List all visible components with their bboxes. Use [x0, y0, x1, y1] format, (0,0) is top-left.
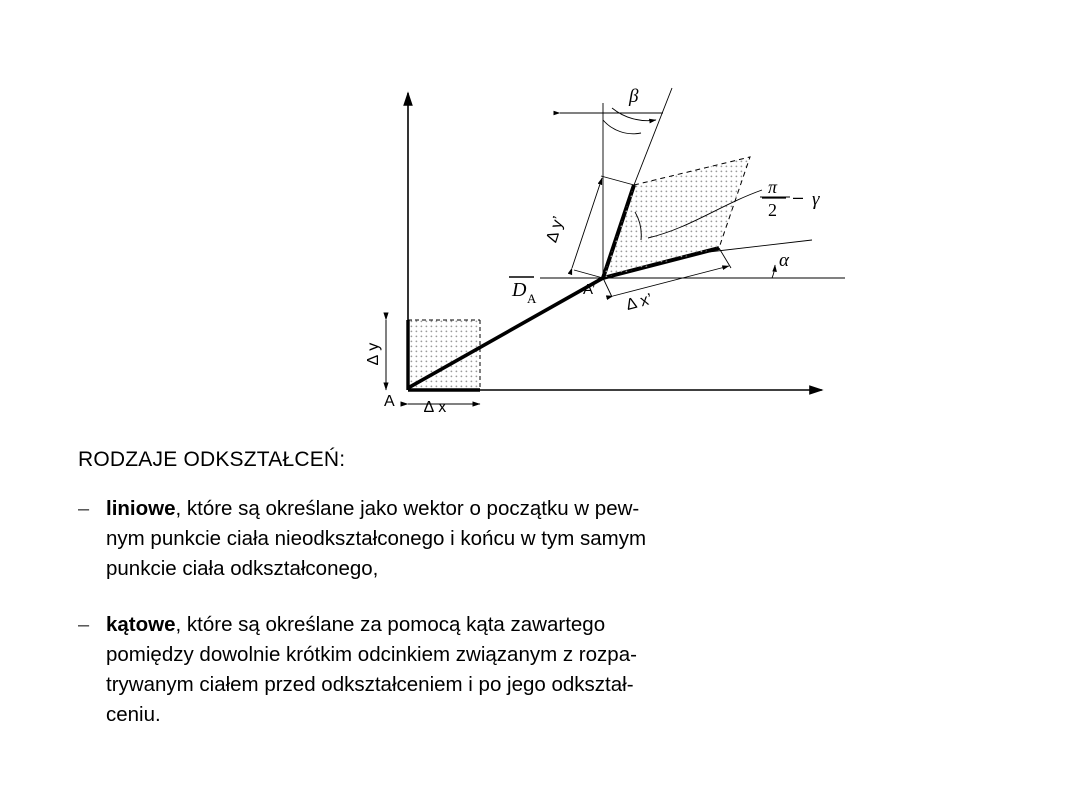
bullet-lead: kątowe [106, 613, 176, 636]
label-angle-gamma [762, 177, 820, 220]
bullet-line-2: nym punkcie ciała nieodkształconego i końcu w tym samym [106, 527, 647, 550]
label-displacement-vector [509, 277, 537, 306]
bullet-text [106, 610, 1008, 730]
label-pi: π [768, 177, 778, 197]
angle-beta [560, 88, 672, 185]
bullet-line-1: , które są określane jako wektor o początku w pew- [175, 497, 640, 520]
bullet-dash: – [78, 614, 90, 636]
list-item [78, 494, 1008, 584]
label-point-A: A [384, 393, 395, 410]
label-delta-y: ∆ y [365, 342, 382, 365]
bullet-dash: – [78, 498, 90, 520]
label-point-A-prime: A’ [583, 281, 596, 298]
bullet-line-2: pomiędzy dowolnie krótkim odcinkiem związanym z rozpa- [106, 643, 637, 666]
label-delta-x-prime: ∆ x’ [624, 290, 654, 314]
page-title: RODZAJE ODKSZTAŁCEŃ: [78, 448, 346, 471]
text-content [78, 448, 1008, 756]
label-angle-beta: β [629, 86, 639, 107]
label-D-sub: A [527, 291, 537, 306]
bullet-line-4: ceniu. [106, 703, 161, 726]
label-delta-y-prime: ∆ y’ [543, 214, 568, 245]
label-D: D [512, 279, 527, 301]
label-two: 2 [768, 200, 777, 220]
list-item [78, 610, 1008, 730]
label-gamma: γ [812, 189, 820, 210]
label-minus: – [793, 187, 804, 207]
label-delta-x: ∆ x [424, 399, 447, 416]
bullet-line-3: punkcie ciała odkształconego, [106, 557, 379, 580]
bullet-line-1: , które są określane za pomocą kąta zawartego [175, 613, 606, 636]
bullet-line-3: trywanym ciałem przed odkształceniem i po jego odkształ- [106, 673, 634, 696]
bullet-lead: liniowe [106, 497, 176, 520]
label-angle-alpha: α [779, 250, 789, 271]
bullet-text [106, 494, 1008, 584]
